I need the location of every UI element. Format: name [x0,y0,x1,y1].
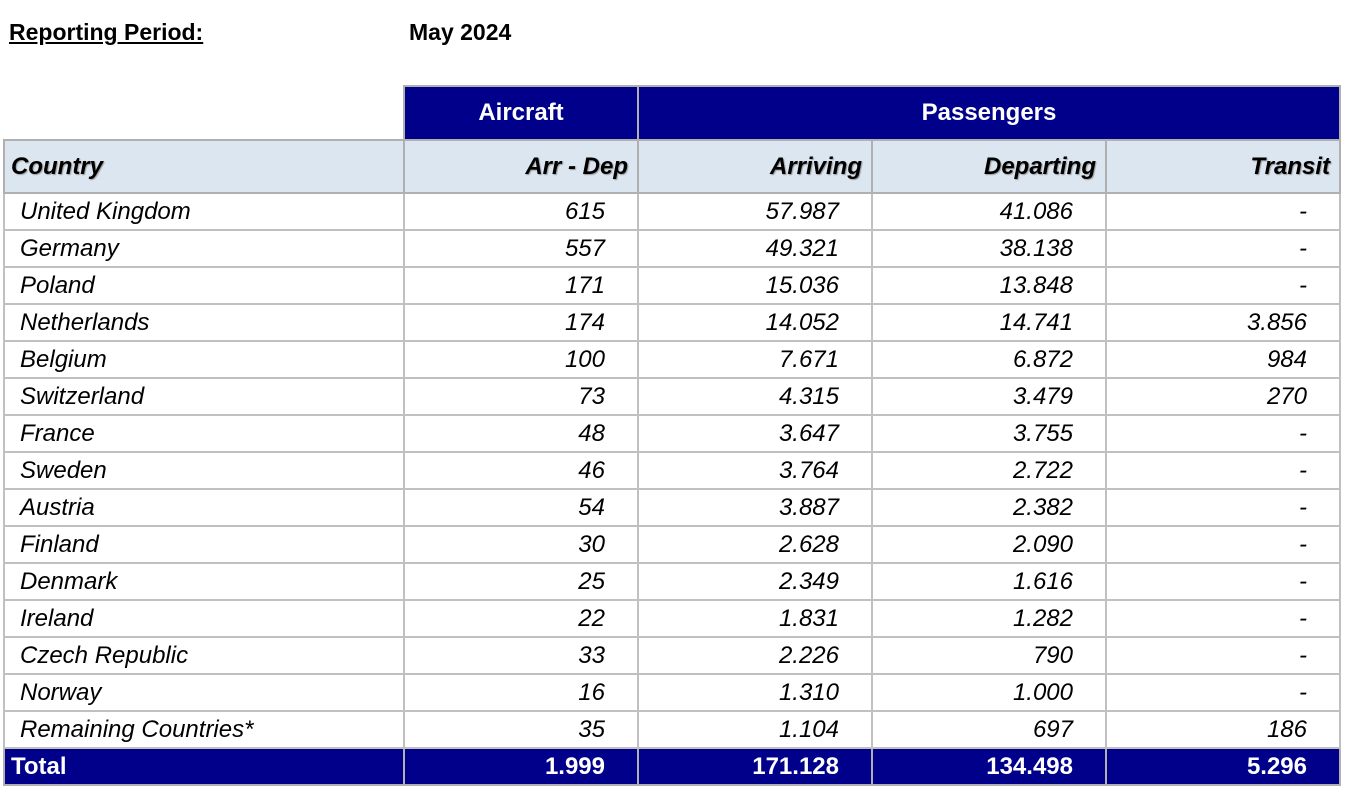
column-header-country: Country [4,140,404,193]
table-row [4,563,1340,600]
cell-country: Netherlands [4,304,404,341]
cell-arriving: 49.321 [638,230,872,267]
table-row [4,304,1340,341]
reporting-period-value: May 2024 [409,19,512,45]
total-arr-dep: 1.999 [404,748,638,785]
group-header-blank [4,86,404,140]
cell-arriving: 3.647 [638,415,872,452]
table-row [4,452,1340,489]
total-label: Total [4,748,404,785]
cell-arr-dep: 54 [404,489,638,526]
cell-arriving: 1.104 [638,711,872,748]
cell-arriving: 1.310 [638,674,872,711]
table-row [4,267,1340,304]
cell-transit: 270 [1106,378,1340,415]
reporting-period-label: Reporting Period: [9,19,204,45]
cell-arr-dep: 615 [404,193,638,230]
cell-country: Switzerland [4,378,404,415]
table-row [4,193,1340,230]
cell-arriving: 1.831 [638,600,872,637]
cell-transit: - [1106,267,1340,304]
table-row [4,378,1340,415]
cell-arr-dep: 30 [404,526,638,563]
cell-arr-dep: 48 [404,415,638,452]
cell-transit: - [1106,230,1340,267]
cell-arr-dep: 16 [404,674,638,711]
cell-departing: 41.086 [872,193,1106,230]
cell-departing: 38.138 [872,230,1106,267]
cell-departing: 1.282 [872,600,1106,637]
total-transit: 5.296 [1106,748,1340,785]
cell-arr-dep: 100 [404,341,638,378]
cell-arriving: 3.887 [638,489,872,526]
cell-country: United Kingdom [4,193,404,230]
cell-transit: - [1106,526,1340,563]
cell-country: France [4,415,404,452]
total-row [4,748,1340,785]
group-header-aircraft: Aircraft [404,86,638,140]
cell-arr-dep: 35 [404,711,638,748]
cell-arriving: 14.052 [638,304,872,341]
cell-arriving: 2.226 [638,637,872,674]
cell-arr-dep: 25 [404,563,638,600]
cell-arriving: 15.036 [638,267,872,304]
cell-departing: 3.479 [872,378,1106,415]
table-row [4,230,1340,267]
table-row [4,600,1340,637]
cell-arr-dep: 174 [404,304,638,341]
cell-arriving: 7.671 [638,341,872,378]
cell-country: Austria [4,489,404,526]
cell-arriving: 3.764 [638,452,872,489]
cell-transit: 984 [1106,341,1340,378]
column-header-arr-dep: Arr - Dep [404,140,638,193]
cell-country: Belgium [4,341,404,378]
cell-transit: - [1106,489,1340,526]
cell-arr-dep: 22 [404,600,638,637]
cell-country: Czech Republic [4,637,404,674]
table-row [4,711,1340,748]
column-header-row [4,140,1340,193]
cell-departing: 2.382 [872,489,1106,526]
group-header-passengers: Passengers [638,86,1340,140]
cell-departing: 6.872 [872,341,1106,378]
cell-transit: - [1106,415,1340,452]
cell-departing: 14.741 [872,304,1106,341]
table-row [4,674,1340,711]
table-row [4,637,1340,674]
table-body [4,193,1340,748]
cell-arriving: 4.315 [638,378,872,415]
traffic-table [3,85,1341,786]
cell-arriving: 2.349 [638,563,872,600]
cell-departing: 13.848 [872,267,1106,304]
cell-transit: 3.856 [1106,304,1340,341]
cell-country: Sweden [4,452,404,489]
total-arriving: 171.128 [638,748,872,785]
cell-transit: - [1106,637,1340,674]
cell-transit: 186 [1106,711,1340,748]
cell-country: Denmark [4,563,404,600]
table-row [4,341,1340,378]
cell-arriving: 2.628 [638,526,872,563]
cell-departing: 2.090 [872,526,1106,563]
cell-country: Ireland [4,600,404,637]
table-row [4,526,1340,563]
group-header-row [4,86,1340,140]
cell-arr-dep: 73 [404,378,638,415]
cell-transit: - [1106,600,1340,637]
cell-country: Germany [4,230,404,267]
cell-country: Norway [4,674,404,711]
cell-country: Poland [4,267,404,304]
table-row [4,415,1340,452]
column-header-transit: Transit [1106,140,1340,193]
cell-country: Remaining Countries* [4,711,404,748]
cell-transit: - [1106,452,1340,489]
cell-departing: 2.722 [872,452,1106,489]
cell-departing: 697 [872,711,1106,748]
cell-departing: 790 [872,637,1106,674]
cell-transit: - [1106,674,1340,711]
cell-country: Finland [4,526,404,563]
cell-transit: - [1106,563,1340,600]
total-departing: 134.498 [872,748,1106,785]
cell-arr-dep: 171 [404,267,638,304]
cell-departing: 1.000 [872,674,1106,711]
cell-arr-dep: 33 [404,637,638,674]
cell-departing: 1.616 [872,563,1106,600]
cell-arr-dep: 557 [404,230,638,267]
cell-transit: - [1106,193,1340,230]
column-header-arriving: Arriving [638,140,872,193]
column-header-departing: Departing [872,140,1106,193]
table-row [4,489,1340,526]
cell-arr-dep: 46 [404,452,638,489]
cell-departing: 3.755 [872,415,1106,452]
cell-arriving: 57.987 [638,193,872,230]
